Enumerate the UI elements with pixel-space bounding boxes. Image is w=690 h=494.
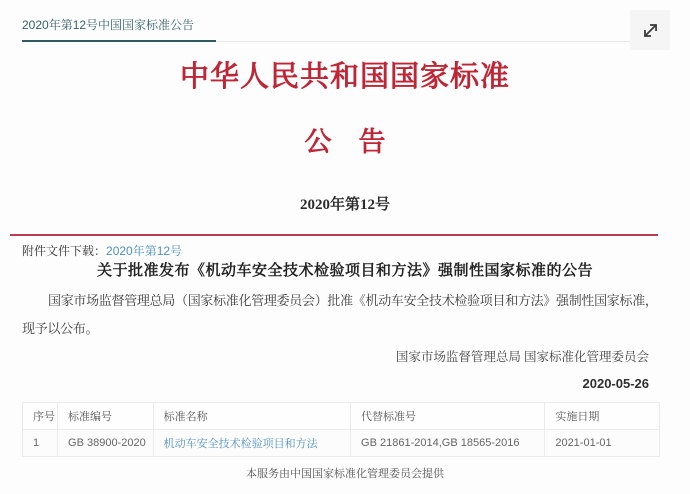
header-std-no: 标准编号 <box>58 403 154 430</box>
attachment-download-link[interactable]: 2020年第12号 <box>106 244 183 258</box>
attachment-row <box>22 242 182 259</box>
standards-table <box>22 402 660 457</box>
table-header-row <box>23 403 660 430</box>
footer-service-note: 本服务由中国国家标准化管理委员会提供 <box>246 468 444 480</box>
cell-std-no: GB 38900-2020 <box>58 430 154 457</box>
table-row <box>23 430 660 457</box>
signature-date: 2020-05-26 <box>582 376 649 391</box>
document-subtitle: 公 告 <box>304 127 386 157</box>
header-impl-date: 实施日期 <box>545 403 660 430</box>
header-seq: 序号 <box>23 403 58 430</box>
cell-seq: 1 <box>23 430 58 457</box>
red-divider <box>10 234 658 236</box>
header-replaces: 代替标准号 <box>351 403 545 430</box>
cell-impl-date: 2021-01-01 <box>545 430 660 457</box>
header-std-name: 标准名称 <box>153 403 350 430</box>
attachment-label: 附件文件下载： <box>22 244 107 258</box>
signature-issuer: 国家市场监督管理总局 国家标准化管理委员会 <box>395 350 649 364</box>
expand-icon <box>641 21 660 40</box>
tab-strip <box>22 16 640 42</box>
notice-body: 国家市场监督管理总局（国家标准化管理委员会）批准《机动车安全技术检验项目和方法》强制性国家标准，现予以公布。 <box>22 293 658 336</box>
issue-number: 2020年第12号 <box>299 197 390 213</box>
tab-announcement[interactable]: 2020年第12号中国国家标准公告 <box>22 16 216 42</box>
cell-replaces: GB 21861-2014,GB 18565-2016 <box>351 430 545 457</box>
document-title: 中华人民共和国国家标准 <box>179 61 510 93</box>
standard-name-link[interactable]: 机动车安全技术检验项目和方法 <box>163 438 318 450</box>
expand-button[interactable] <box>630 10 670 50</box>
notice-heading: 关于批准发布《机动车安全技术检验项目和方法》强制性国家标准的公告 <box>96 262 593 279</box>
